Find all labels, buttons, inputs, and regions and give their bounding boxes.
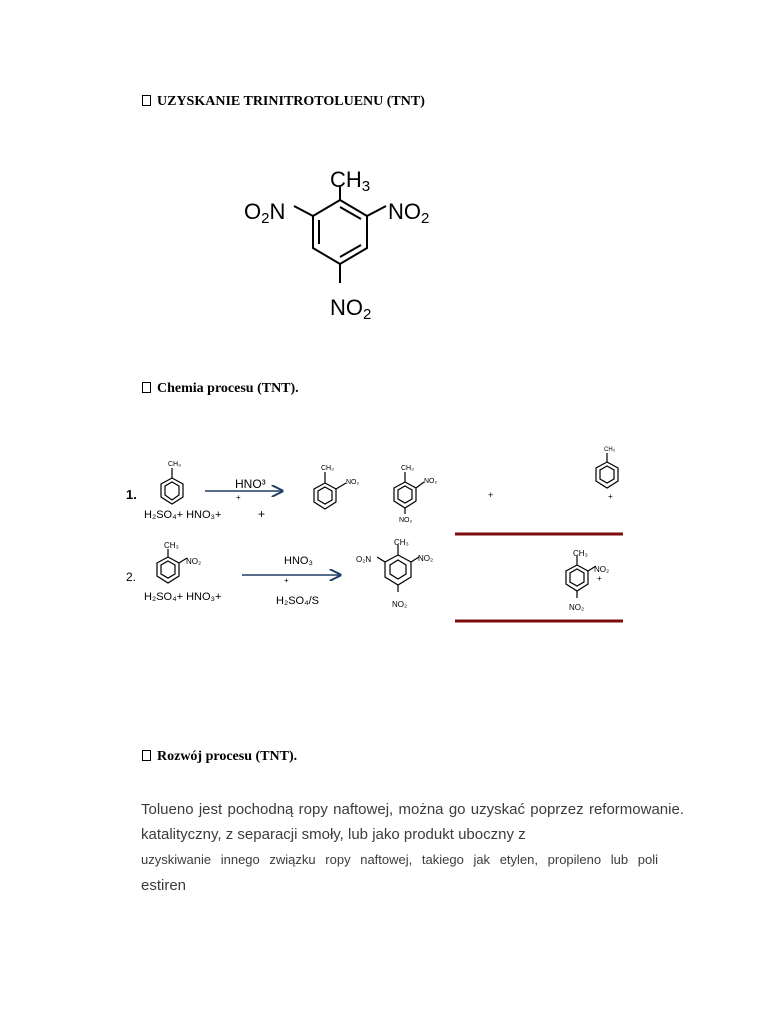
paragraph-line: estiren — [141, 877, 187, 894]
heading-text: Chemia procesu (TNT). — [157, 381, 299, 396]
plus-sign: + — [488, 490, 494, 500]
reagents-step1: H₂SO₄+ HNO₃+ — [144, 509, 222, 521]
label-no2: NO₂ — [418, 554, 434, 563]
arrow2-condition: H₂SO₄/S — [276, 595, 319, 607]
ring-double-bond — [340, 245, 361, 257]
label-ch3: CH₃ — [164, 541, 179, 550]
paragraph-line: uzyskiwanie innego związku ropy naftowej, takiego jak etylen, propileno lub poli — [141, 852, 658, 867]
reagents-step2: H₂SO₄+ HNO₃+ — [144, 591, 222, 603]
label-no2: NO₂ — [399, 517, 413, 524]
label-no2: NO₂ — [569, 603, 585, 612]
heading-development — [142, 749, 297, 765]
label-ch3: CH₃ — [573, 549, 588, 558]
paragraph-line: katalityczny, z separacji smoły, lub jako produkt uboczny z — [141, 826, 526, 843]
label-no2: NO₂ — [346, 479, 360, 486]
plus-sign: + — [236, 493, 241, 502]
benzene-ring — [294, 186, 386, 283]
arrow1-reagent: HNO³ — [235, 477, 266, 491]
arrow2-reagent: HNO₃ — [284, 555, 313, 567]
label-no2: NO₂ — [186, 557, 202, 566]
plus-sign: + — [284, 576, 289, 585]
step2-number: 2. — [126, 570, 137, 584]
label-ch3: CH₃ — [321, 465, 334, 472]
plus-sign: + — [608, 492, 613, 501]
label-ch3: CH₃ — [168, 461, 181, 468]
step1-number: 1. — [126, 487, 137, 502]
label-no2: NO₂ — [392, 600, 408, 609]
bullet-box-icon — [142, 750, 151, 761]
label-no2-bottom: NO2 — [330, 295, 372, 323]
heading-tnt-title — [142, 94, 425, 110]
bond-no2-right — [367, 206, 386, 216]
ring-outline — [313, 200, 367, 264]
toluene-molecule-right — [596, 453, 618, 488]
label-ch3: CH₃ — [394, 538, 409, 547]
label-o2n: O₂N — [356, 555, 372, 564]
heading-text: UZYSKANIE TRINITROTOLUENU (TNT) — [157, 94, 425, 109]
heading-chemistry — [142, 381, 299, 397]
plus-sign: + — [258, 507, 266, 521]
reaction-scheme — [120, 420, 640, 625]
dinitrotoluene-molecule-right — [566, 556, 596, 598]
bullet-box-icon — [142, 382, 151, 393]
label-o2n: O2N — [244, 199, 286, 227]
nitrotoluene-molecule — [314, 472, 346, 509]
label-ch3: CH3 — [330, 167, 371, 195]
heading-text: Rozwój procesu (TNT). — [157, 749, 298, 764]
bond-no2-left — [294, 206, 313, 216]
ring-double-bond — [340, 207, 361, 219]
label-ch3: CH₃ — [604, 447, 616, 453]
label-no2-right: NO2 — [388, 199, 430, 227]
paragraph-line: Tolueno jest pochodną ropy naftowej, można go uzyskać poprzez reformowanie. — [141, 801, 684, 818]
bullet-box-icon — [142, 95, 151, 106]
label-no2: NO₂ — [594, 565, 610, 574]
nitrotoluene-molecule — [157, 549, 187, 583]
toluene-molecule — [161, 468, 183, 504]
label-ch3: CH₃ — [401, 465, 414, 472]
dinitrotoluene-molecule — [394, 472, 424, 514]
label-no2: NO₂ — [424, 478, 438, 485]
tnt-structure-diagram — [230, 160, 460, 325]
plus-sign: + — [597, 574, 602, 583]
tnt-molecule — [377, 545, 419, 592]
